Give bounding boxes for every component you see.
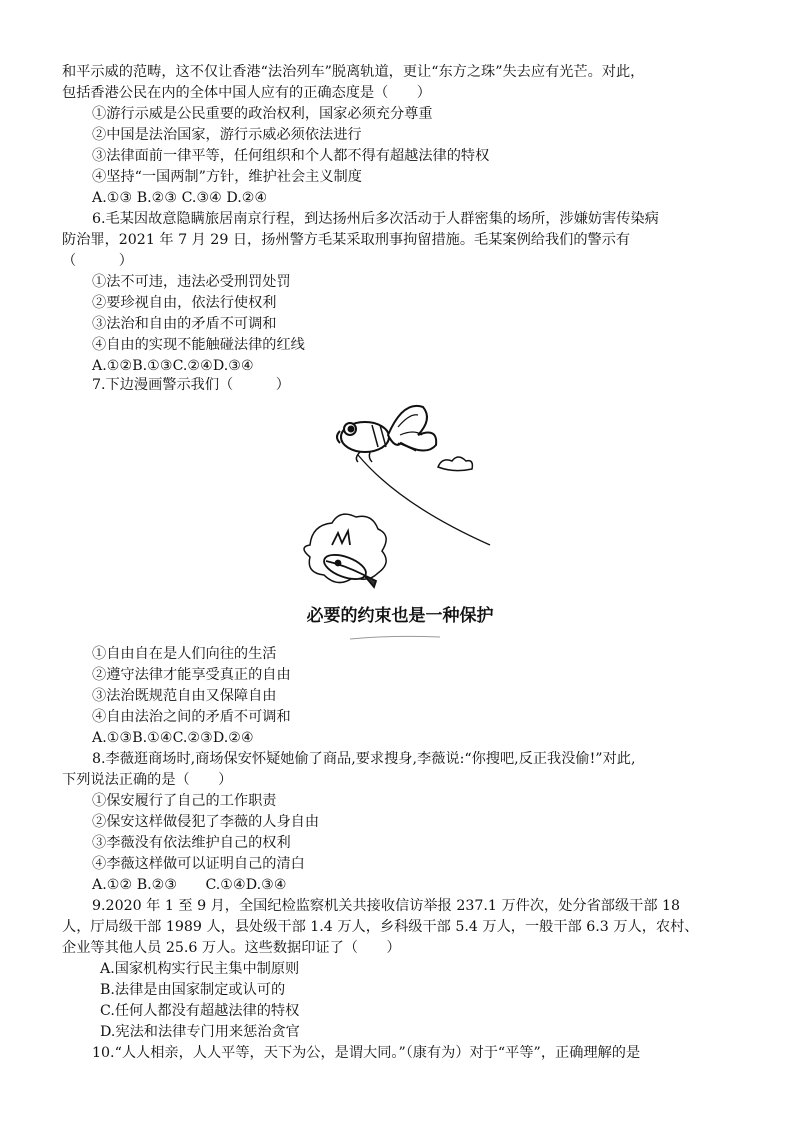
question-8: 8.李薇逛商场时,商场保安怀疑她偷了商品,要求搜身,李薇说:“你搜吧,反正我没偷!”对此, [92, 751, 636, 767]
text-line: 和平示威的范畴，这不仅让香港“法治列车”脱离轨道，更让“东方之珠”失去应有光芒。对此， [62, 64, 645, 80]
option-line: ②中国是法治国家，游行示威必须依法进行 [92, 127, 362, 143]
option-line: ④自由法治之间的矛盾不可调和 [92, 709, 291, 725]
question-6: 6.毛某因故意隐瞒旅居南京行程，到达扬州后多次活动于人群密集的场所，涉嫌妨害传染病 [92, 211, 659, 227]
text-line: 防治罪，2021 年 7 月 29 日，扬州警方毛某采取刑事拘留措施。毛某案例给我们的警示有 [62, 232, 631, 248]
option-line: ②遵守法律才能享受真正的自由 [92, 667, 291, 683]
option-line: ③法治既规范自由又保障自由 [92, 688, 277, 704]
answer-choices: A.①③ B.②③ C.③④ D.②④ [92, 190, 268, 206]
option-line: ④李薇这样做可以证明自己的清白 [92, 856, 305, 872]
answer-choices: A.①②B.①③C.②④D.③④ [92, 358, 254, 374]
option-line: D.宪法和法律专门用来惩治贪官 [100, 1024, 300, 1040]
question-10: 10.“人人相亲，人人平等，天下为公，是谓大同。”（康有为）对于“平等”，正确理解的是 [92, 1045, 641, 1061]
text-line: 下列说法正确的是（ ） [62, 772, 233, 788]
fish-kite-icon [337, 406, 436, 462]
option-line: ③法律面前一律平等，任何组织和个人都不得有超越法律的特权 [92, 148, 490, 164]
option-line: C.任何人都没有超越法律的特权 [100, 1003, 300, 1019]
question-9: 9.2020 年 1 至 9 月，全国纪检监察机关共接收信访举报 237.1 万件次，处分省部级干部 18 [92, 898, 681, 914]
option-line: ④坚持“一国两制”方针，维护社会主义制度 [92, 169, 362, 185]
answer-choices: A.①② B.②③ C.①④D.③④ [92, 877, 287, 893]
option-line: ①保安履行了自己的工作职责 [92, 793, 277, 809]
option-line: ①游行示威是公民重要的政治权利，国家必须充分尊重 [92, 106, 433, 122]
answer-blank: （ ） [62, 253, 133, 269]
option-line: ①自由自在是人们向往的生活 [92, 646, 277, 662]
cartoon-caption: 必要的约束也是一种保护 [306, 606, 494, 626]
option-line: ②要珍视自由，依法行使权利 [92, 295, 277, 311]
kite-cartoon-image [280, 395, 520, 640]
option-line: ③李薇没有依法维护自己的权利 [92, 835, 291, 851]
text-line: 包括香港公民在内的全体中国人应有的正确态度是（ ） [62, 85, 431, 101]
option-line: ④自由的实现不能触碰法律的红线 [92, 337, 305, 353]
option-line: ②保安这样做侵犯了李薇的人身自由 [92, 814, 320, 830]
option-line: ③法治和自由的矛盾不可调和 [92, 316, 277, 332]
question-7: 7.下边漫画警示我们（ ） [92, 377, 290, 393]
text-line: 企业等其他人员 25.6 万人。这些数据印证了（ ） [62, 940, 401, 956]
answer-choices: A.①③B.①④C.②③D.②④ [92, 730, 254, 746]
cloud-icon [438, 457, 472, 471]
option-line: A.国家机构实行民主集中制原则 [100, 961, 300, 977]
text-line: 人，厅局级干部 1989 人，县处级干部 1.4 万人，乡科级干部 5.4 万人，一般干部 6.3 万人，农村、 [62, 919, 699, 935]
option-line: ①法不可违，违法必受刑罚处罚 [92, 274, 291, 290]
option-line: B.法律是由国家制定或认可的 [100, 982, 286, 998]
